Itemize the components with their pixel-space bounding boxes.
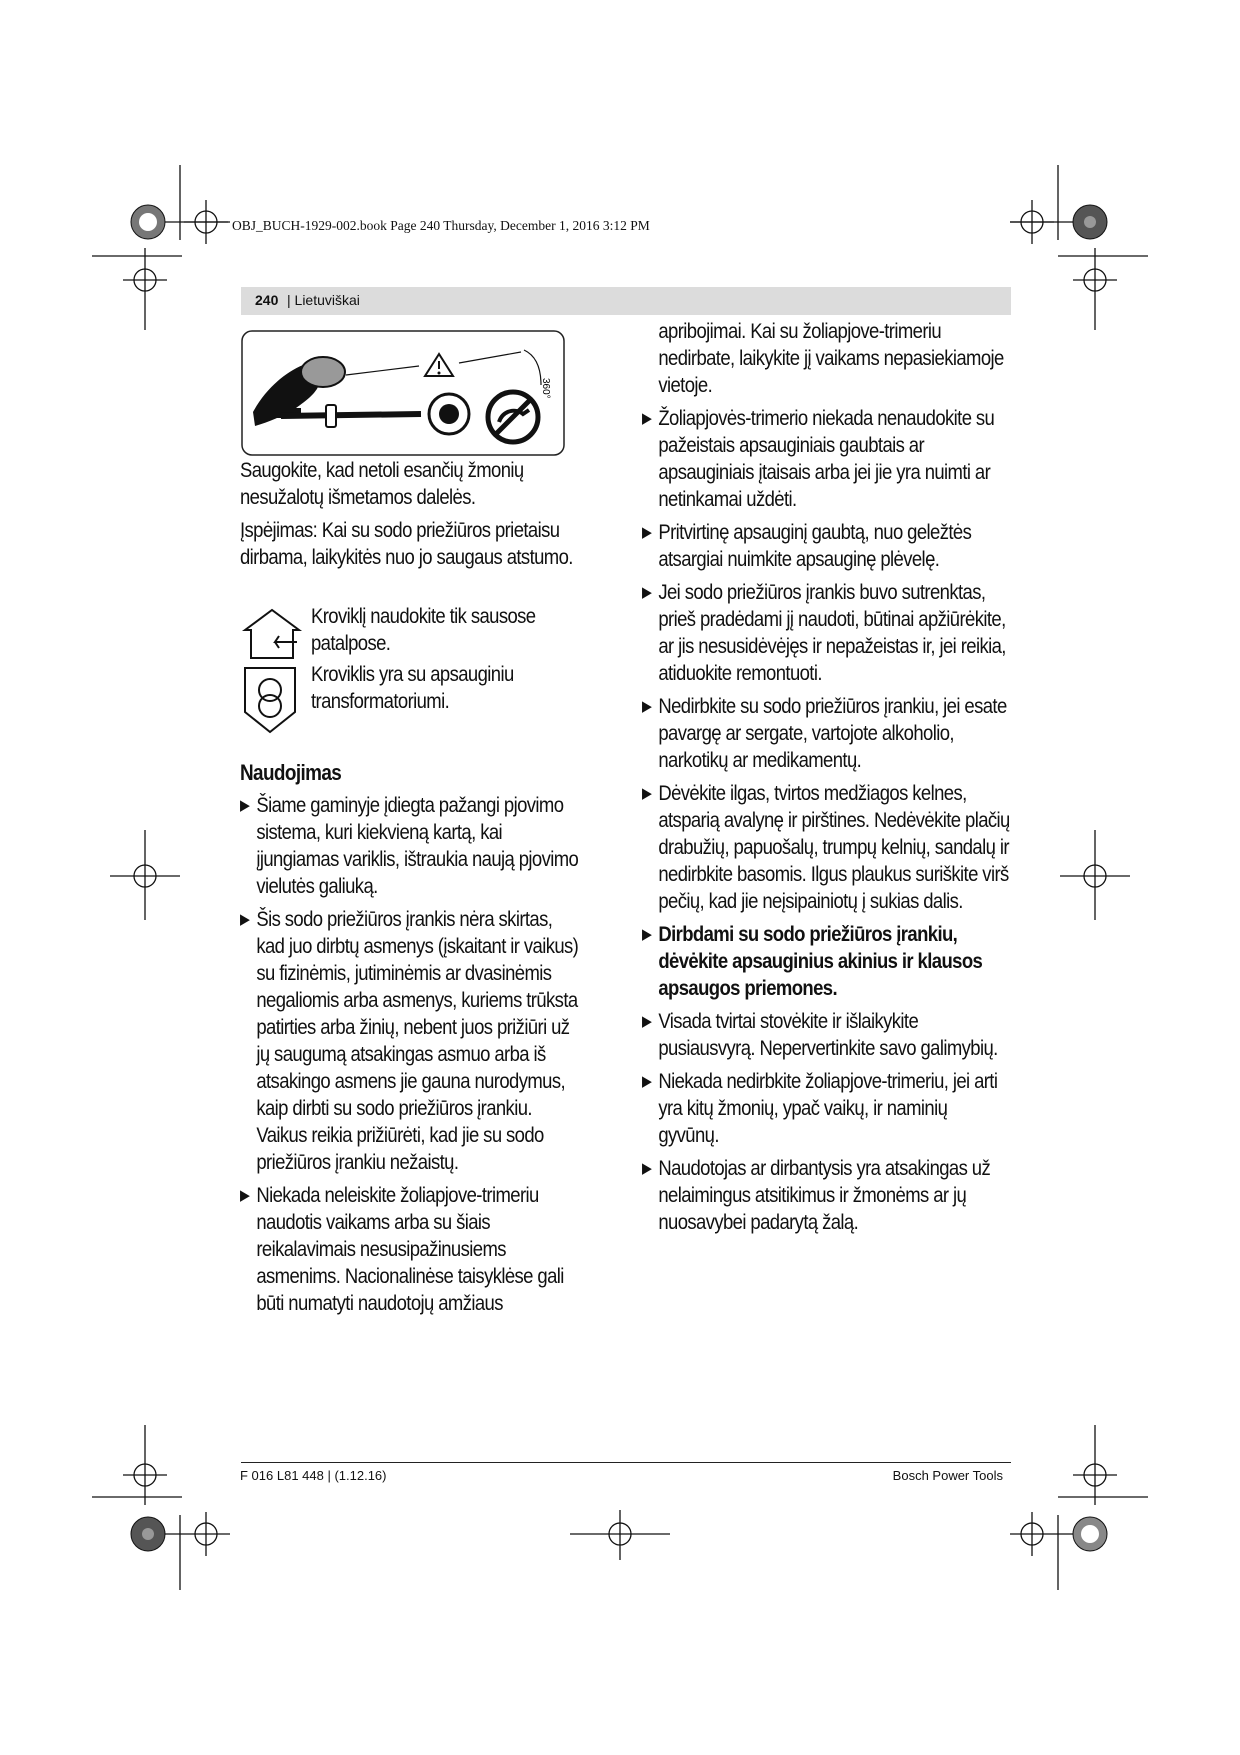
list-item: ▶ Nedirbkite su sodo priežiūros įrankiu, jei esate pavargę ar sergate, vartojote alkoholio, narkotikų ar medikamentų. — [642, 694, 1007, 772]
page-header-bar — [241, 287, 1011, 315]
bullet-triangle-icon: ▶ — [240, 911, 250, 928]
footer-rule — [241, 1462, 1011, 1463]
list-item: ▶ Niekada neleiskite žoliapjove-trimeriu naudotis vaikams arba su šiais reikalavimais nesusipažinusiems asmenims. Nacionalinėse taisyklėse gali būti numatyti naudotojų amžiaus — [240, 1183, 564, 1315]
bullet-triangle-icon: ▶ — [642, 1073, 652, 1090]
warning-paragraph: Saugokite, kad netoli esančių žmonių nesužalotų išmetamos dalelės. — [240, 458, 524, 509]
continuation-paragraph: apribojimai. Kai su žoliapjove-trimeriu nedirbate, laikykite jį vaikams nepasiekiamoje vietoje. — [658, 319, 1004, 397]
footer-doc-number: F 016 L81 448 | (1.12.16) — [240, 1468, 387, 1483]
print-info-line: OBJ_BUCH-1929-002.book Page 240 Thursday, December 1, 2016 3:12 PM — [232, 218, 650, 233]
list-item: ▶ Jei sodo priežiūros įrankis buvo sutrenktas, prieš pradėdami jį naudoti, būtinai apžiūrėkite, ar jis nesusidėvėjęs ir nepažeistas ir, jei reikia, atiduokite remontuoti. — [642, 580, 1006, 685]
bullet-triangle-icon: ▶ — [642, 785, 652, 802]
list-item: ▶ Niekada nedirbkite žoliapjove-trimeriu, jei arti yra kitų žmonių, ypač vaikų, ir naminių gyvūnų. — [642, 1069, 998, 1147]
safety-distance-figure — [241, 330, 565, 456]
bullet-triangle-icon: ▶ — [642, 410, 652, 427]
indoor-use-text: Kroviklį naudokite tik sausose patalpose. — [311, 604, 536, 655]
list-item: ▶ Naudotojas ar dirbantysis yra atsakingas už nelaimingus atsitikimus ir žmonėms ar jų nuosavybei padarytą žalą. — [642, 1156, 991, 1234]
section-title: Naudojimas — [240, 760, 342, 785]
page-number: 240 — [255, 292, 279, 308]
safety-transformer-text: Kroviklis yra su apsauginiu transformatoriumi. — [311, 662, 514, 713]
list-item: ▶ Žoliapjovės-trimerio niekada nenaudokite su pažeistais apsauginiais gaubtais ar apsauginiais įtaisais arba jei jie yra nuimti ar netinkamai uždėti. — [642, 406, 995, 511]
list-item: ▶ Šiame gaminyje įdiegta pažangi pjovimo sistema, kuri kiekvieną kartą, kai įjungiamas variklis, ištraukia naują pjovimo vielutės galiuką. — [240, 793, 579, 898]
bullet-extra: Vaikus reikia prižiūrėti, kad jie su sodo priežiūros įrankiu nežaistų. — [256, 1123, 544, 1174]
header-language-label: Lietuviškai — [294, 292, 360, 308]
bullet-triangle-icon: ▶ — [240, 1187, 250, 1204]
figure-360-label: 360° — [540, 378, 551, 399]
bullet-triangle-icon: ▶ — [642, 1013, 652, 1030]
bullet-triangle-icon: ▶ — [240, 797, 250, 814]
list-item: ▶ Pritvirtinę apsauginį gaubtą, nuo geležtės atsargiai nuimkite apsauginę plėvelę. — [642, 520, 972, 571]
list-item: ▶ Visada tvirtai stovėkite ir išlaikykite pusiausvyrą. Nepervertinkite savo galimybių. — [642, 1009, 998, 1060]
list-item-bold: ▶ Dirbdami su sodo priežiūros įrankiu, dėvėkite apsauginius akinius ir klausos apsaugos priemones. — [642, 922, 983, 1000]
bullet-triangle-icon: ▶ — [642, 1160, 652, 1177]
safety-transformer-icon — [241, 664, 299, 736]
bullet-triangle-icon: ▶ — [642, 926, 652, 943]
bullet-triangle-icon: ▶ — [642, 524, 652, 541]
list-item: ▶ Šis sodo priežiūros įrankis nėra skirtas, kad juo dirbtų asmenys (įskaitant ir vaikus) su fizinėmis, jutiminėmis ar dvasinėmis negaliomis arba asmenys, kuriems trūksta patirties arba žinių, nebent juos prižiūri už jų saugumą atsakingas asmuo arba iš atsakingo asmens jie gauna nurodymus, kaip dirbti su sodo priežiūros įrankiu. Vaikus reikia prižiūrėti, kad jie su sodo priežiūros įrankiu nežaistų. — [240, 907, 579, 1174]
bullet-triangle-icon: ▶ — [642, 584, 652, 601]
left-column-top — [240, 457, 580, 577]
right-column — [642, 318, 1012, 1242]
bullet-triangle-icon: ▶ — [642, 698, 652, 715]
distance-paragraph: Įspėjimas: Kai su sodo priežiūros prietaisu dirbama, laikykitės nuo jo saugaus atstumo. — [240, 518, 573, 569]
list-item: ▶ Dėvėkite ilgas, tvirtos medžiagos kelnes, atsparią avalynę ir pirštines. Nedėvėkite plačių drabužių, papuošalų, trumpų kelnių, sandalų ir nedirbkite basomis. Ilgus plaukus suriškite virš pečių, kad jie neįsipainiotų į sukias dalis. — [642, 781, 1010, 913]
left-column-usage — [240, 759, 580, 1323]
header-language: | Lietuviškai — [287, 292, 360, 308]
indoor-use-icon — [241, 606, 303, 662]
footer-brand: Bosch Power Tools — [892, 1468, 1003, 1483]
